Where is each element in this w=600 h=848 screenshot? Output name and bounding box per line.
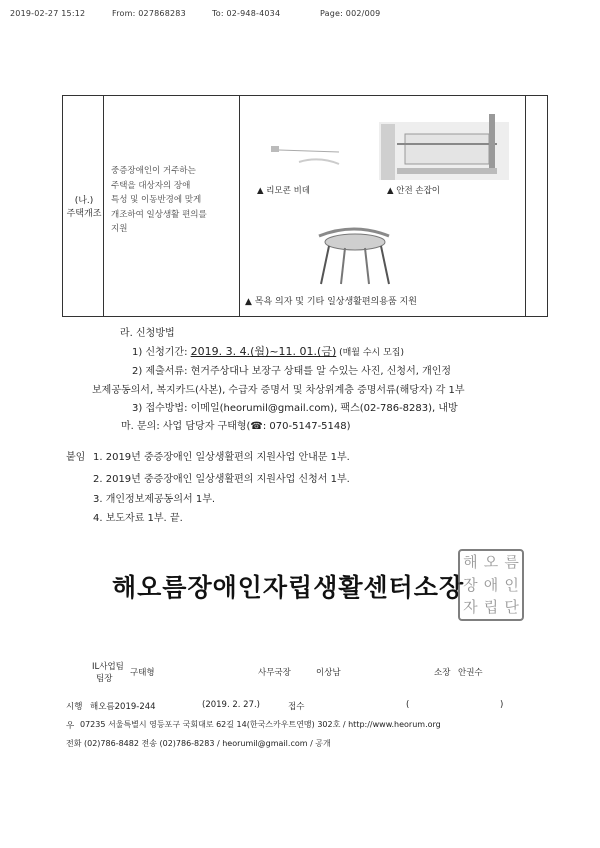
period-value: 2019. 3. 4.(월)~11. 01.(금) bbox=[190, 345, 337, 358]
attachment-item: 3. 개인정보제공동의서 1부. bbox=[93, 494, 216, 505]
zip-label: 우 bbox=[66, 721, 75, 731]
phone-line: 전화 (02)786-8482 전송 (02)786-8283 / heorumil@gmail.com / 공개 bbox=[66, 739, 331, 748]
fax-to: To: 02-948-4034 bbox=[212, 9, 281, 18]
contact-line: 마. 문의: 사업 담당자 구태형(☎: 070-5147-5148) bbox=[121, 421, 351, 432]
receive-paren-close: ) bbox=[500, 700, 504, 710]
approval-name-2: 이상남 bbox=[316, 668, 341, 678]
description-line: 주택을 대상자의 장애 bbox=[111, 180, 191, 191]
attachment-item: 4. 보도자료 1부. 끝. bbox=[93, 513, 183, 524]
application-heading: 라. 신청방법 bbox=[120, 328, 175, 339]
period-note: (매월 수시 모집) bbox=[336, 348, 405, 358]
application-period bbox=[132, 343, 404, 359]
address-line: 07235 서울특별시 영등포구 국회대로 62길 14(한국스카우트연맹) 302호 / http://www.heorum.org bbox=[80, 720, 441, 729]
description-line: 중증장애인이 거주하는 bbox=[111, 166, 196, 176]
handrail-photo bbox=[377, 104, 515, 182]
official-seal: 해 오 름 장 애 인 자 립 단 bbox=[458, 549, 524, 621]
enforce-date: (2019. 2. 27.) bbox=[202, 700, 260, 710]
approval-role-2: 사무국장 bbox=[258, 668, 291, 678]
attachments-label: 붙임 bbox=[66, 452, 86, 463]
approval-role-1: IL사업팀 bbox=[92, 662, 124, 672]
approval-role-3: 소장 bbox=[434, 668, 451, 678]
bath-chair-photo bbox=[311, 218, 397, 288]
docs-line-1: 2) 제출서류: 현거주상대나 보장구 상태를 알 수있는 사진, 신청서, 개인정 bbox=[132, 366, 452, 377]
receive-label: 접수 bbox=[288, 702, 305, 712]
category-cell bbox=[65, 195, 103, 221]
submission-method: 3) 접수방법: 이메일(heorumil@gmail.com), 팩스(02-786-8283), 내방 bbox=[132, 403, 458, 414]
fax-from: From: 027868283 bbox=[112, 9, 186, 18]
enforce-number: 해오름2019-244 bbox=[90, 702, 156, 712]
category-number: (나.) bbox=[74, 196, 94, 206]
period-label: 1) 신청기간: bbox=[132, 347, 191, 358]
approval-name-3: 안권수 bbox=[458, 668, 483, 678]
description-line: 특성 및 이동반경에 맞게 bbox=[111, 195, 202, 205]
enforce-label: 시행 bbox=[66, 702, 83, 712]
program-table bbox=[62, 95, 548, 317]
bidet-caption: ▲ 리모콘 비데 bbox=[257, 186, 310, 196]
attachment-item: 2. 2019년 중증장애인 일상생활편의 지원사업 신청서 1부. bbox=[93, 474, 350, 485]
receive-paren-open: ( bbox=[406, 700, 410, 710]
chair-caption: ▲ 목욕 의자 및 기타 일상생활편의용품 지원 bbox=[245, 297, 417, 307]
description-line: 지원 bbox=[111, 224, 128, 234]
approval-role-1b: 팀장 bbox=[96, 674, 113, 684]
approval-name-1: 구태형 bbox=[130, 668, 155, 678]
docs-line-2: 보제공동의서, 복지카드(사본), 수급자 증명서 및 차상위계층 증명서류(해당자) 각 1부 bbox=[92, 385, 465, 396]
description-line: 개조하여 일상생활 편의를 bbox=[111, 209, 207, 220]
handrail-caption: ▲ 안전 손잡이 bbox=[387, 186, 440, 196]
fax-datetime: 2019-02-27 15:12 bbox=[10, 9, 86, 18]
category-name: 주택개조 bbox=[66, 209, 102, 219]
fax-page: Page: 002/009 bbox=[320, 9, 381, 18]
attachment-item: 1. 2019년 중증장애인 일상생활편의 지원사업 안내문 1부. bbox=[93, 452, 350, 463]
issuer-title: 해오름장애인자립생활센터소장 bbox=[112, 573, 465, 602]
bidet-photo bbox=[259, 128, 369, 182]
description-cell bbox=[111, 164, 235, 237]
